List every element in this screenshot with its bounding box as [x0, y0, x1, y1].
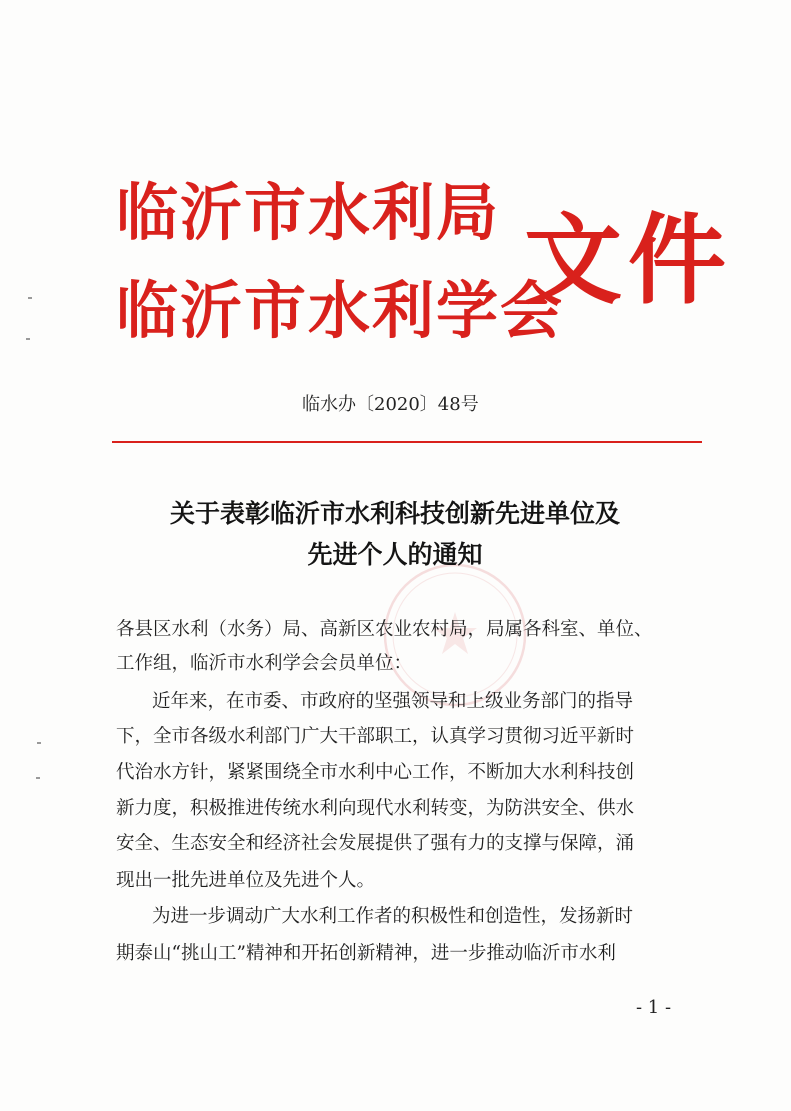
scan-speck [36, 777, 40, 779]
body-line: 工作组，临沂市水利学会会员单位： [116, 653, 413, 674]
document-number: 临水办〔2020〕48号 [302, 394, 479, 415]
issuer-name-line-2: 临沂市水利学会 [116, 274, 565, 347]
body-line: 现出一批先进单位及先进个人。 [116, 870, 376, 891]
body-line: 近年来，在市委、市政府的坚强领导和上级业务部门的指导 [152, 691, 634, 712]
body-line: 新力度，积极推进传统水利向现代水利转变，为防洪安全、供水 [116, 798, 635, 819]
issuer-name-line-1: 临沂市水利局 [116, 176, 501, 249]
body-line: 期泰山“挑山工”精神和开拓创新精神，进一步推动临沂市水利 [116, 943, 616, 964]
document-type-word: 文件 [524, 203, 733, 318]
page-number: - 1 - [636, 997, 672, 1018]
body-line: 代治水方针，紧紧围绕全市水利中心工作，不断加大水利科技创 [116, 762, 635, 783]
body-line: 为进一步调动广大水利工作者的积极性和创造性，发扬新时 [152, 906, 634, 927]
body-line: 安全、生态安全和经济社会发展提供了强有力的支撑与保障，涌 [116, 833, 635, 854]
body-line: 下，全市各级水利部门广大干部职工，认真学习贯彻习近平新时 [116, 726, 635, 747]
body-line: 各县区水利（水务）局、高新区农业农村局，局属各科室、单位、 [116, 619, 653, 640]
scan-speck [37, 742, 41, 744]
scan-speck [28, 297, 32, 299]
notice-title-line-1: 关于表彰临沂市水利科技创新先进单位及 [169, 499, 620, 528]
scan-speck [26, 338, 30, 340]
notice-title-line-2: 先进个人的通知 [307, 540, 483, 569]
red-separator-rule [112, 441, 702, 443]
